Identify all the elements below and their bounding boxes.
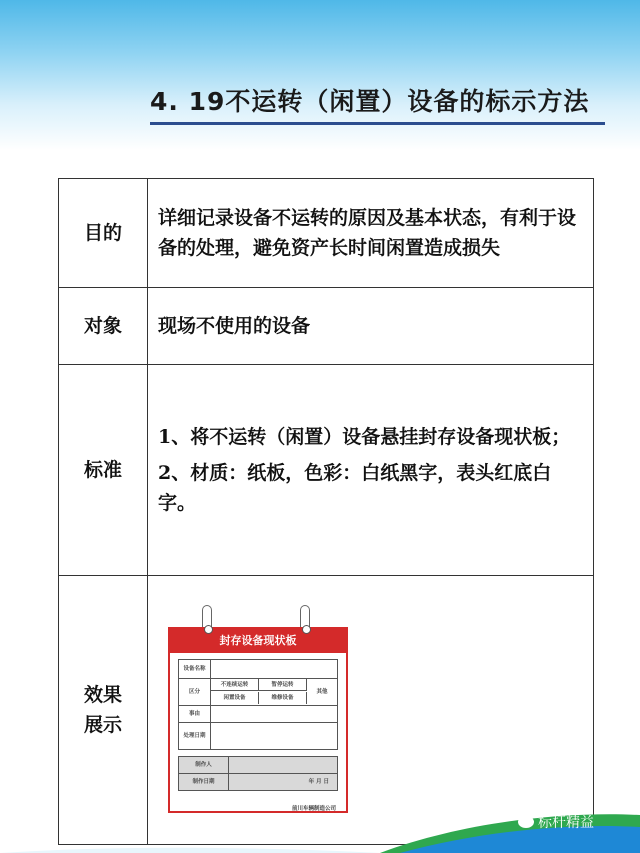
tag-footer-grid: [178, 756, 338, 791]
tag-row-category: [179, 679, 337, 706]
tag-row-name: [179, 660, 337, 679]
tag-field-category: 区分: [179, 679, 211, 705]
tag-value-blank: [211, 723, 337, 749]
row-label-object: 对象: [59, 288, 148, 365]
effect-label-text: 效果展示: [83, 684, 122, 736]
tag-field-maker: 制作人: [179, 757, 229, 773]
row-content-object: 现场不使用的设备: [148, 288, 594, 365]
page-title: 4. 19不运转（闲置）设备的标示方法: [150, 87, 590, 116]
standard-line-1: 1、将不运转（闲置）设备悬挂封存设备现状板；: [158, 426, 571, 448]
wechat-icon: [518, 816, 534, 828]
tag-header: 封存设备现状板: [170, 629, 346, 653]
tag-date-value: 年 月 日: [308, 779, 329, 785]
header-gradient-band: [0, 0, 640, 150]
tag-field-due: 处理日期: [179, 723, 211, 749]
tag-field-other: 其他: [316, 689, 328, 695]
status-tag-image: [162, 605, 352, 815]
table-row: [59, 365, 594, 576]
tag-category-options: [211, 679, 307, 705]
table-row: [59, 179, 594, 288]
tag-option: 不连续运转: [211, 679, 259, 691]
table-row: [59, 288, 594, 365]
tag-form-grid: [178, 659, 338, 750]
tag-field-reason: 事由: [179, 706, 211, 722]
standard-line-2: 2、材质：纸板，色彩：白纸黑字，表头红底白字。: [158, 462, 552, 514]
title-underline: [150, 122, 605, 125]
tag-hole-left: [204, 625, 213, 634]
tag-value-blank: [211, 706, 337, 722]
row-label-standard: 标准: [59, 365, 148, 576]
row-label-purpose: 目的: [59, 179, 148, 288]
standard-table: [58, 178, 594, 845]
tag-company-name: 前川车辆制造公司: [291, 806, 336, 812]
watermark-text: 标杆精益: [538, 815, 594, 831]
tag-option: 暂停运转: [259, 679, 307, 691]
tag-option: 维修设备: [259, 692, 307, 704]
tag-hole-right: [302, 625, 311, 634]
watermark: [518, 812, 594, 832]
tag-row-date: [179, 774, 337, 790]
row-content-standard: [148, 365, 594, 576]
tag-field-device-name: 设备名称: [179, 660, 211, 678]
tag-row-due: [179, 723, 337, 749]
tag-option: 闲置设备: [211, 692, 259, 704]
sealed-equipment-tag: [168, 627, 348, 813]
row-content-purpose: 详细记录设备不运转的原因及基本状态，有利于设备的处理，避免资产长时间闲置造成损失: [148, 179, 594, 288]
tag-field-date: 制作日期: [179, 774, 229, 790]
